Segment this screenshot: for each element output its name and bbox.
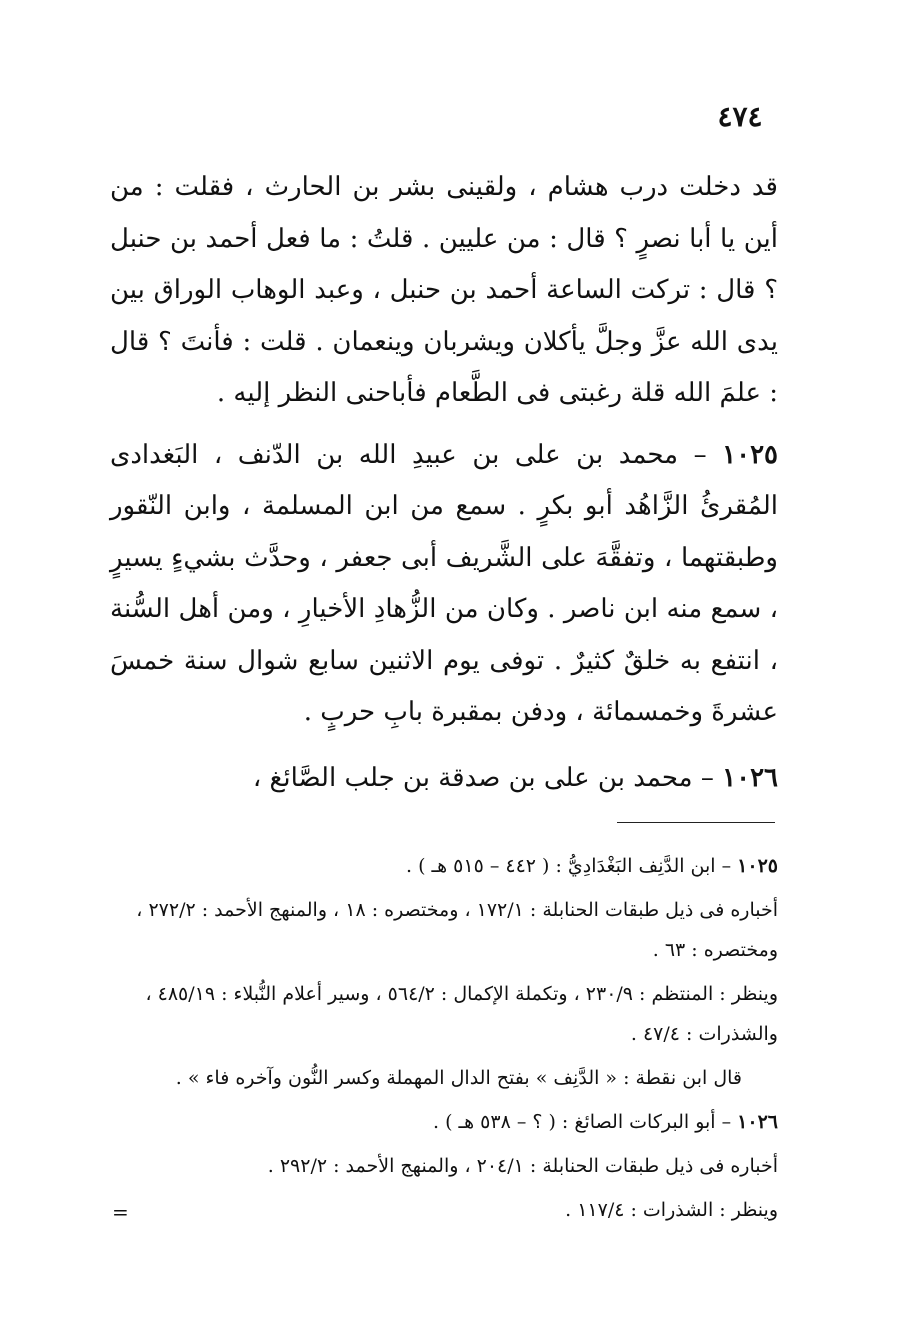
paragraph-continuation: قد دخلت درب هشام ، ولقينى بشر بن الحارث ، فقلت : من أين يا أبا نصرٍ ؟ قال : من عليين . قلتُ : ما فعل أحمد بن حنبل ؟ قال : تركت الساعة أحمد بن حنبل ، وعبد الوهاب الوراق بين يدى الله عزَّ وجلَّ يأكلان ويشربان وينعمان . قلت : فأنتَ ؟ قال : علمَ الله قلة رغبتى فى الطَّعام فأباحنى النظر إليه .: [110, 172, 778, 408]
entry-1026: [110, 753, 778, 805]
footnote-number: ١٠٢٦: [737, 1111, 778, 1133]
entry-number: ١٠٢٥: [722, 439, 778, 470]
entry-text: – محمد بن على بن صدقة بن جلب الصَّائغ ،: [252, 762, 723, 793]
footnote-1025-quote: قال ابن نقطة : « الدَّنِف » بفتح الدال المهملة وكسر النُّون وآخره فاء » .: [175, 1067, 742, 1089]
footnote-1025-sources: أخباره فى ذيل طبقات الحنابلة : ١٧٢/١ ، ومختصره : ١٨ ، والمنهج الأحمد : ٢٧٢/٢ ، ومختصره : ٦٣ .: [136, 899, 778, 961]
footnote-1025-head: [110, 846, 778, 886]
footnote-1026-head: [110, 1102, 778, 1142]
footnote-head-text: – أبو البركات الصائغ : ( ؟ – ٥٣٨ هـ ) .: [432, 1111, 738, 1133]
footnote-separator: [617, 822, 775, 823]
page-number: ٤٧٤: [717, 100, 763, 133]
entry-number: ١٠٢٦: [722, 762, 778, 793]
footnotes: [110, 846, 778, 1230]
footnote-head-text: – ابن الدَّنِف البَغْدَادِيُّ : ( ٤٤٢ – ٥١٥ هـ ) .: [405, 855, 738, 877]
footnote-1026-see-also: وينظر : الشذرات : ١١٧/٤ .: [565, 1199, 778, 1221]
main-text: [110, 162, 778, 804]
entry-1025: [110, 430, 778, 739]
footnote-number: ١٠٢٥: [737, 855, 778, 877]
continuation-mark: =: [112, 1200, 129, 1224]
footnote-1025-see-also: وينظر : المنتظم : ٢٣٠/٩ ، وتكملة الإكمال : ٥٦٤/٢ ، وسير أعلام النُّبلاء : ٤٨٥/١٩ ، والشذرات : ٤٧/٤ .: [145, 983, 778, 1045]
footnote-1026-sources: أخباره فى ذيل طبقات الحنابلة : ٢٠٤/١ ، والمنهج الأحمد : ٢٩٢/٢ .: [267, 1155, 778, 1177]
entry-text: – محمد بن على بن عبيدِ الله بن الدّنف ، البَغدادى المُقرئُ الزَّاهُد أبو بكرٍ . سمع من ابن المسلمة ، وابن النّقور وطبقتهما ، وتفقَّهَ على الشَّريف أبى جعفر ، وحدَّث بشيءٍ يسيرٍ ، سمع منه ابن ناصر . وكان من الزُّهادِ الأخيارِ ، ومن أهل السُّنة ، انتفع به خلقٌ كثيرٌ . توفى يوم الاثنين سابع شوال سنة خمسَ عشرةَ وخمسمائة ، ودفن بمقبرة بابِ حربٍ .: [110, 439, 778, 727]
